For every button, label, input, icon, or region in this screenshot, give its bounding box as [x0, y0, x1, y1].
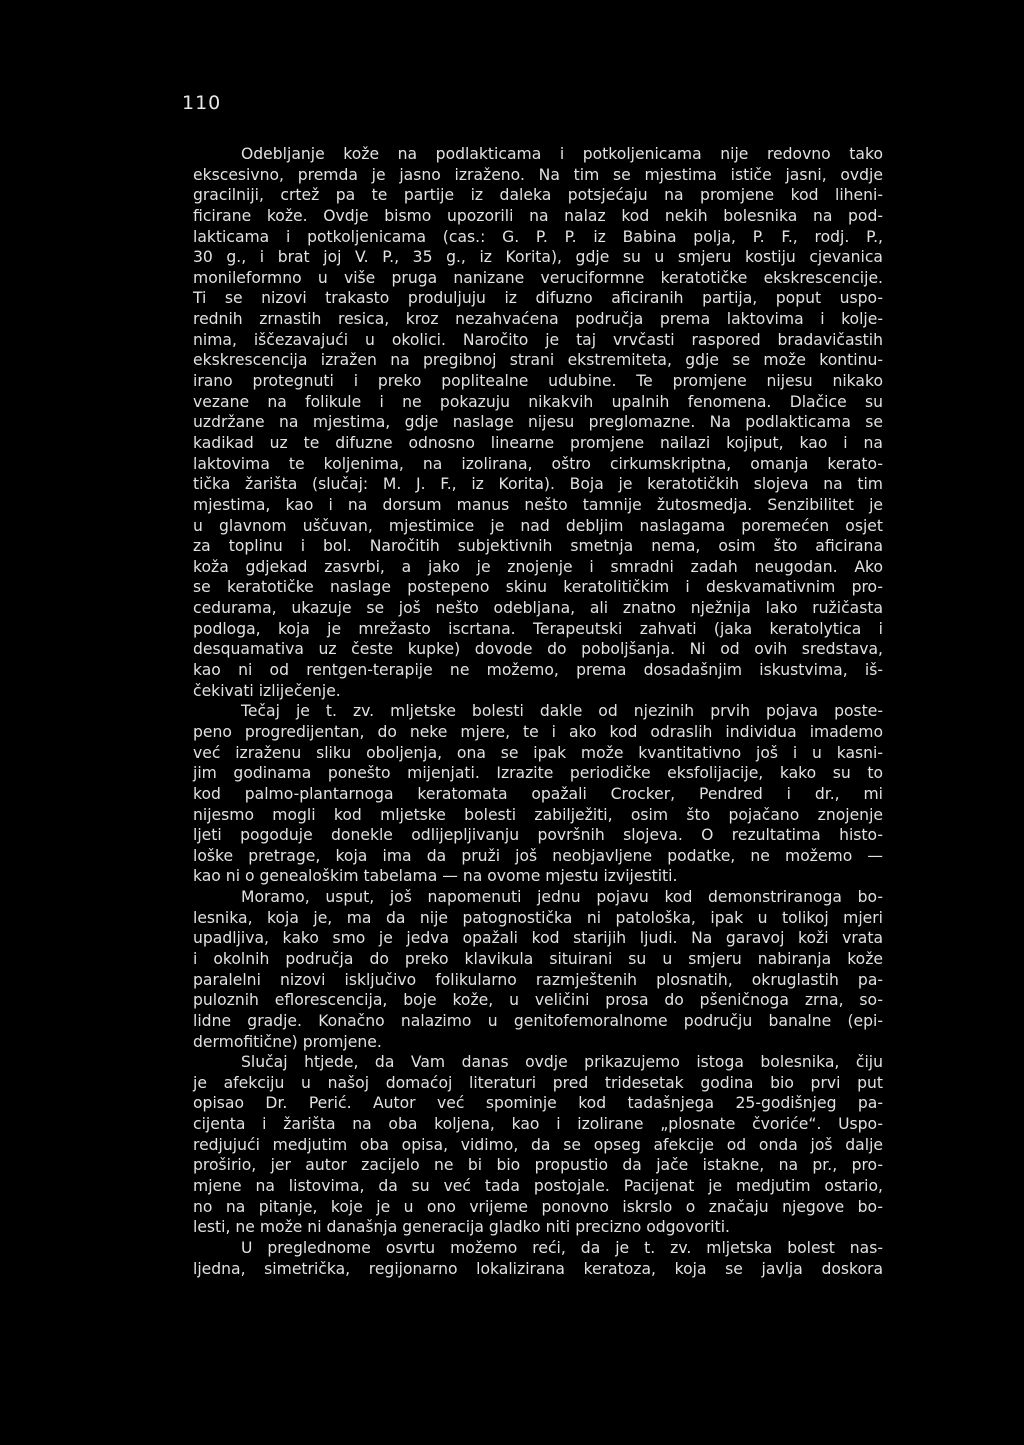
text-line: redjujući medjutim oba opisa, vidimo, da se opseg afekcije od onda još dalje [193, 1135, 883, 1154]
text-line: upadljiva, kako smo je jedva opažali kod starijih ljudi. Na garavoj koži vrata [193, 929, 883, 948]
text-line: za toplinu i bol. Naročitih subjektivnih smetnja nema, osim što aficirana [193, 537, 883, 556]
text-line: ljeti pogoduje donekle odlijepljivanju površnih slojeva. O rezultatima histo- [193, 826, 883, 845]
text-line: lakticama i potkoljenicama (cas.: G. P. P. iz Babina polja, P. F., rodj. P., [193, 227, 883, 246]
text-line: 30 g., i brat joj V. P., 35 g., iz Korita), gdje su u smjeru kostiju cjevanica [193, 248, 883, 267]
text-line: gracilniji, crtež pa te partije iz daleka potsjećaju na promjene kod liheni- [193, 186, 883, 205]
text-line: Odebljanje kože na podlakticama i potkoljenicama nije redovno tako [241, 145, 883, 163]
page-number: 110 [182, 92, 222, 114]
text-line: proširio, jer autor zacijelo ne bi bio propustio da jače istakne, na pr., pro- [193, 1156, 883, 1175]
text-line: loške pretrage, koja ima da pruži još neobjavljene podatke, ne možemo — [193, 846, 883, 865]
text-line: i okolnih područja do preko klavikula situirani su u smjeru nabiranja kože [193, 949, 883, 968]
text-line: kao ni o genealoškim tabelama — na ovome mjestu izvijestiti. [193, 867, 678, 886]
text-line: opisao Dr. Perić. Autor već spominje kod tadašnjega 25-godišnjeg pa- [193, 1094, 883, 1113]
text-line: podloga, koja je mrežasto iscrtana. Terapeutski zahvati (jaka keratolytica i [193, 619, 883, 638]
text-line: cijenta i žarišta na oba koljena, kao i izolirane „plosnate čvoriće“. Uspo- [193, 1115, 883, 1134]
text-line: lesti, ne može ni današnja generacija gladko niti precizno odgovoriti. [193, 1218, 731, 1237]
text-line: lesnika, koja je, ma da nije patognostička ni patološka, ipak u tolikoj mjeri [193, 908, 883, 927]
text-line: ekscesivno, premda je jasno izraženo. Na tim se mjestima ističe jasni, ovdje [193, 165, 883, 184]
text-line: nima, iščezavajući u okolici. Naročito je taj vrvčasti raspored bradavičastih [193, 330, 883, 349]
text-line: peno progredijentan, do neke mjere, te i ako kod odraslih individua imademo [193, 722, 883, 741]
text-line: paralelni nizovi isključivo folikularno razmještenih plosnatih, okruglastih pa- [193, 970, 883, 989]
text-line: no na pitanje, koje je u ono vrijeme ponovno iskrslo o značaju njegove bo- [193, 1197, 883, 1216]
text-line: mjene na listovima, da su već tada postojale. Pacijenat je medjutim ostario, [193, 1177, 883, 1196]
text-line: ficirane kože. Ovdje bismo upozorili na nalaz kod nekih bolesnika na pod- [193, 206, 883, 225]
text-line: lidne gradje. Konačno nalazimo u genitofemoralnome području banalne (epi- [193, 1011, 883, 1030]
text-line: uzdržane na mjestima, gdje naslage nijesu preglomazne. Na podlakticama se [193, 413, 883, 432]
text-line: Ti se nizovi trakasto produljuju iz difuzno aficiranih partija, poput uspo- [193, 289, 883, 308]
text-line: Tečaj je t. zv. mljetske bolesti dakle od njezinih prvih pojava poste- [241, 702, 883, 721]
text-line: se keratotičke naslage postepeno skinu keratolitičkim i deskvamativnim pro- [193, 578, 883, 597]
text-line: ljedna, simetrička, regijonarno lokalizirana keratoza, koja se javlja doskora [193, 1259, 883, 1278]
text-line: Slučaj htjede, da Vam danas ovdje prikazujemo istoga bolesnika, čiju [241, 1053, 883, 1072]
text-line: čekivati izliječenje. [193, 681, 341, 700]
text-line: jim godinama ponešto mijenjati. Izrazite periodičke eksfolijacije, kako su to [193, 764, 883, 783]
text-line: već izraženu sliku oboljenja, ona se ipak može kvantitativno još i u kasni- [193, 743, 883, 762]
text-line: monileformno u više pruga nanizane veruciformne keratotičke ekskrescencije. [193, 268, 883, 287]
text-line: nijesmo mogli kod mljetske bolesti zabilježiti, osim što pojačano znojenje [193, 805, 883, 824]
text-line: ekskrescencija izražen na pregibnoj strani ekstremiteta, gdje se može kontinu- [193, 351, 883, 370]
text-line: kod palmo-plantarnoga keratomata opažali Crocker, Pendred i dr., mi [193, 784, 883, 803]
text-line: U preglednome osvrtu možemo reći, da je t. zv. mljetska bolest nas- [241, 1238, 883, 1257]
text-line: koža gdjekad zasvrbi, a jako je znojenje i smradni zadah neugodan. Ako [193, 557, 883, 576]
text-line: tička žarišta (slučaj: M. J. F., iz Korita). Boja je keratotičkih slojeva na tim [193, 475, 883, 494]
text-line: puloznih eflorescencija, boje kože, u veličini prosa do pšeničnoga zrna, so- [193, 991, 883, 1010]
body-text [193, 144, 883, 1279]
text-line: kadikad uz te difuzne odnosno linearne promjene nailazi kojiput, kao i na [193, 433, 883, 452]
text-line: mjestima, kao i na dorsum manus nešto tamnije žutosmedja. Senzibilitet je [193, 495, 883, 514]
text-line: u glavnom uščuvan, mjestimice je nad debljim naslagama poremećen osjet [193, 516, 883, 535]
text-line: kao ni od rentgen-terapije ne možemo, prema dosadašnjim iskustvima, iš- [193, 661, 883, 680]
text-line: vezane na folikule i ne pokazuju nikakvih upalnih fenomena. Dlačice su [193, 392, 883, 411]
text-line: Moramo, usput, još napomenuti jednu pojavu kod demonstriranoga bo- [241, 888, 883, 907]
text-line: desquamativa uz česte kupke) dovode do poboljšanja. Ni od ovih sredstava, [193, 640, 883, 659]
text-line: irano protegnuti i preko poplitealne udubine. Te promjene nijesu nikako [193, 372, 883, 391]
text-line: laktovima te koljenima, na izolirana, oštro cirkumskriptna, omanja kerato- [193, 454, 883, 473]
text-line: cedurama, ukazuje se još nešto odebljana, ali znatno nježnija lako ružičasta [193, 599, 883, 618]
text-line: je afekciju u našoj domaćoj literaturi pred tridesetak godina bio prvi put [193, 1073, 883, 1092]
text-line: dermofitične) promjene. [193, 1032, 382, 1051]
text-line: rednih zrnastih resica, kroz nezahvaćena područja prema laktovima i kolje- [193, 310, 883, 329]
